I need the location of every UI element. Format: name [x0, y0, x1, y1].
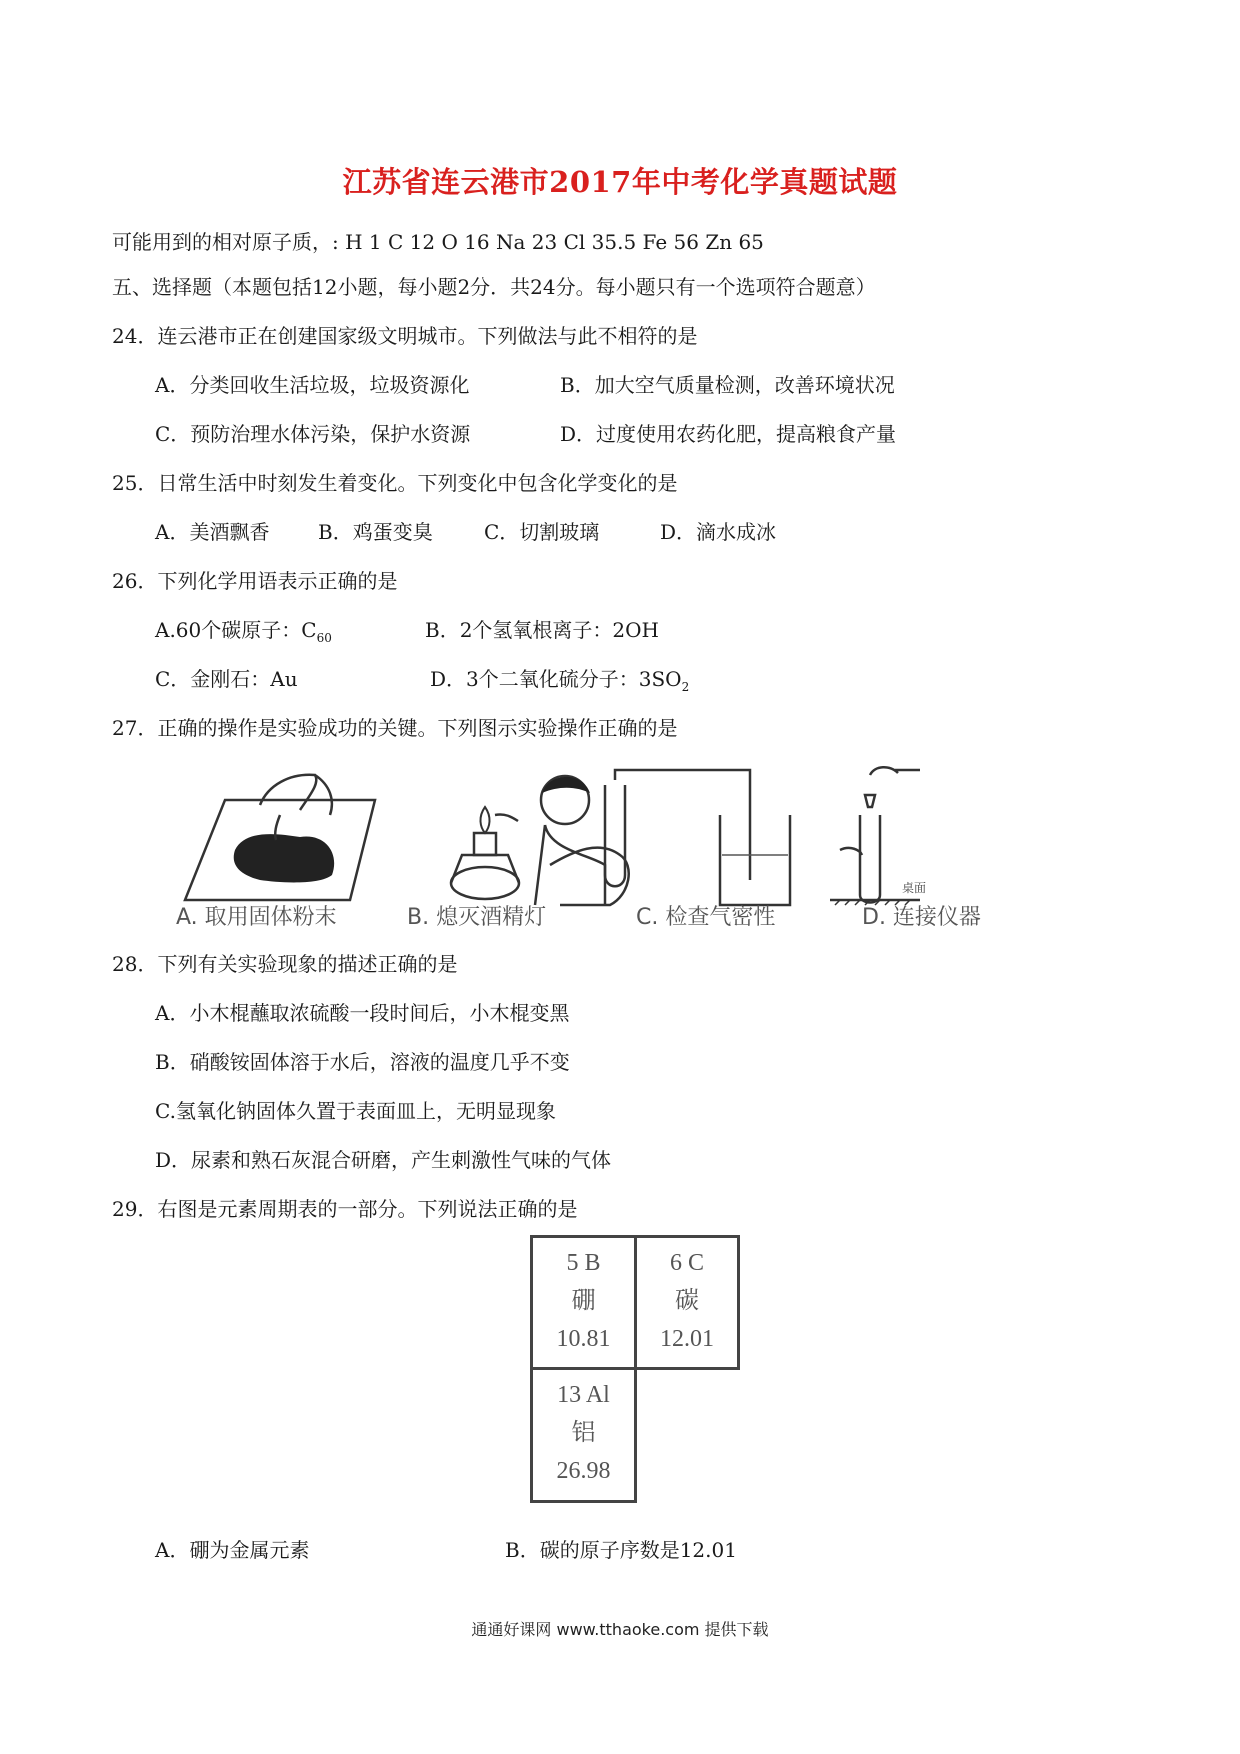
carbon-mass: 12.01 [660, 1326, 714, 1352]
aluminium-name: 铝 [571, 1420, 596, 1446]
aluminium-mass: 26.98 [556, 1458, 611, 1484]
q26-stem: 26．下列化学用语表示正确的是 [112, 569, 398, 593]
q26-option-d-text: D．3个二氧化硫分子：3SO [430, 667, 682, 691]
q25-option-b: B．鸡蛋变臭 [318, 520, 433, 544]
q28-option-a: A．小木棍蘸取浓硫酸一段时间后，小木棍变黑 [155, 1001, 570, 1025]
q24-option-a: A．分类回收生活垃圾，垃圾资源化 [155, 373, 470, 397]
figure-b-alcohol-lamp-illustration [451, 776, 605, 905]
q26-option-c: C．金刚石：Au [155, 667, 298, 691]
carbon-name: 碳 [675, 1288, 699, 1314]
carbon-number-symbol: 6 C [669, 1250, 704, 1276]
boron-number-symbol: 5 B [566, 1250, 601, 1276]
q24-option-c: C．预防治理水体污染，保护水资源 [155, 422, 471, 446]
figure-d-connecting-instruments-illustration [830, 767, 926, 905]
figure-a-caption: A. 取用固体粉末 [176, 905, 337, 930]
element-cell-carbon [634, 1235, 740, 1370]
q26-option-b: B．2个氢氧根离子：2OH [425, 618, 659, 642]
q28-option-d: D．尿素和熟石灰混合研磨，产生刺激性气味的气体 [155, 1148, 612, 1172]
q25-stem: 25．日常生活中时刻发生着变化。下列变化中包含化学变化的是 [112, 471, 678, 495]
element-cell-boron [530, 1235, 637, 1370]
periodic-table-fragment [530, 1235, 740, 1503]
boron-mass: 10.81 [556, 1326, 611, 1352]
page-title: 江苏省连云港市2017年中考化学真题试题 [342, 165, 898, 199]
section-header: 五、选择题（本题包括12小题，每小题2分．共24分。每小题只有一个选项符合题意） [112, 275, 876, 299]
q24-option-b: B．加大空气质量检测，改善环境状况 [560, 373, 895, 397]
q27-stem: 27．正确的操作是实验成功的关键。下列图示实验操作正确的是 [112, 716, 678, 740]
element-cell-aluminium [530, 1367, 637, 1503]
q29-option-b: B．碳的原子序数是12.01 [505, 1538, 737, 1562]
q24-option-d: D．过度使用农药化肥，提高粮食产量 [560, 422, 897, 446]
figure-b-caption: B. 熄灭酒精灯 [407, 905, 547, 930]
q26-option-d [430, 665, 689, 701]
q26-option-a [155, 616, 332, 652]
q28-option-c: C.氢氧化钠固体久置于表面皿上，无明显现象 [155, 1099, 556, 1123]
q28-option-b: B．硝酸铵固体溶于水后，溶液的温度几乎不变 [155, 1050, 570, 1074]
figure-a-powder-illustration [185, 775, 375, 900]
desk-label: 桌面 [902, 881, 927, 895]
q26-option-a-subscript: 60 [316, 631, 332, 645]
q25-option-c: C．切割玻璃 [484, 520, 600, 544]
boron-name: 硼 [571, 1288, 596, 1314]
q25-option-d: D．滴水成冰 [660, 520, 777, 544]
q26-option-a-text: A.60个碳原子：C [155, 618, 317, 642]
atomic-masses-line: 可能用到的相对原子质，: H 1 C 12 O 16 Na 23 Cl 35.5 Fe 56 Zn 65 [112, 230, 764, 254]
q24-stem: 24．连云港市正在创建国家级文明城市。下列做法与此不相符的是 [112, 324, 698, 348]
q29-option-a: A．硼为金属元素 [155, 1538, 310, 1562]
q28-stem: 28．下列有关实验现象的描述正确的是 [112, 952, 458, 976]
q29-stem: 29．右图是元素周期表的一部分。下列说法正确的是 [112, 1197, 578, 1221]
q25-option-a: A．美酒飘香 [155, 520, 270, 544]
footer-source: 通通好课网 www.tthaoke.com 提供下载 [471, 1620, 769, 1639]
figure-c-caption: C. 检查气密性 [636, 905, 776, 930]
aluminium-number-symbol: 13 Al [557, 1382, 610, 1408]
q26-option-d-subscript: 2 [681, 680, 690, 694]
figure-d-caption: D. 连接仪器 [862, 905, 981, 930]
